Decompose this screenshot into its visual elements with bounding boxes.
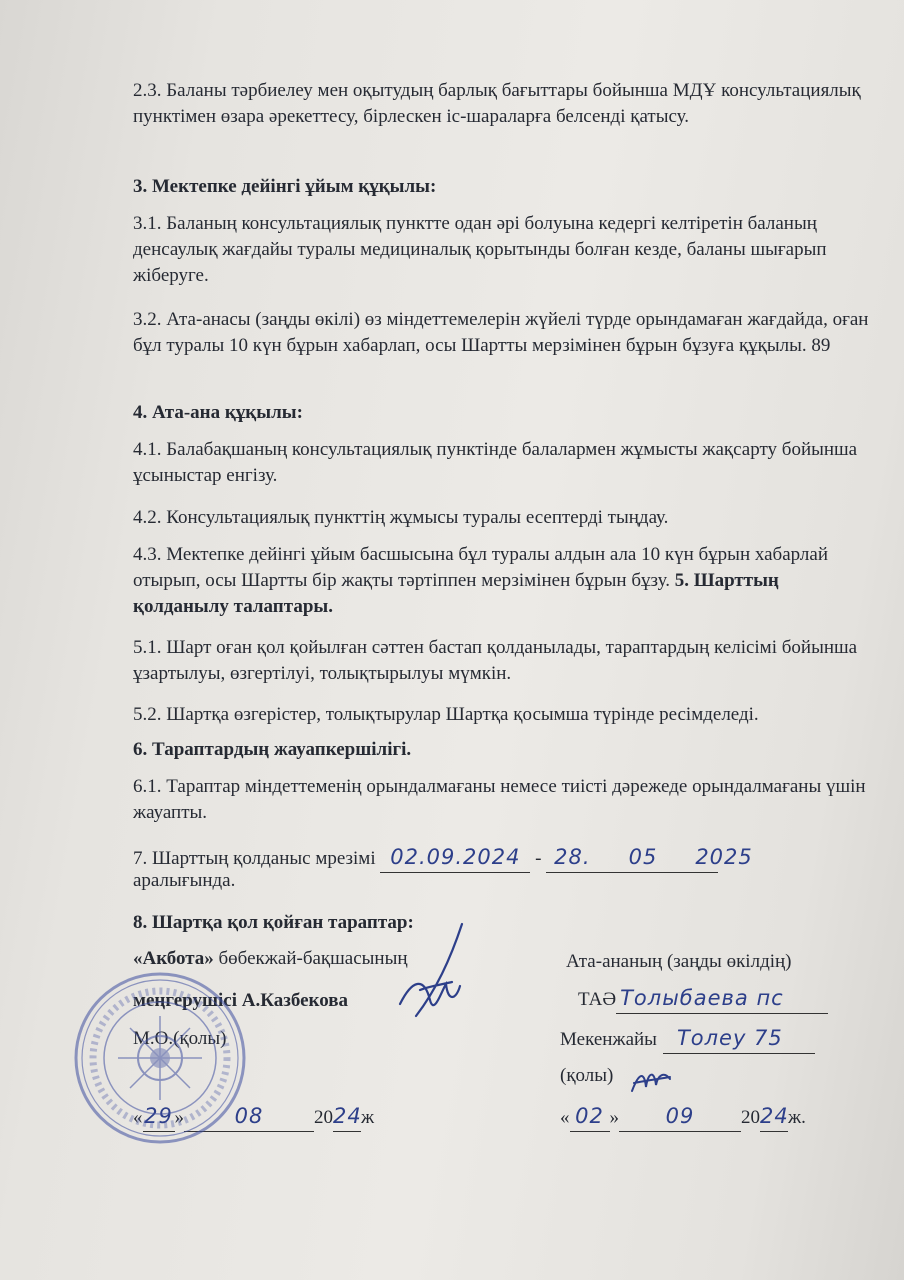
year-prefix: 20: [741, 1107, 760, 1128]
org-name: «Акбота»: [133, 948, 214, 969]
heading-section-6: 6. Тараптардың жауапкершілігі.: [133, 739, 412, 760]
clause-4-1: 4.1. Балабақшаның консультациялық пунктінде балалармен жұмысты жақсарту бойынша ұсыныстар енгізу.: [133, 439, 858, 486]
clause-4-2: 4.2. Консультациялық пункттің жұмысы туралы есептерді тыңдау.: [133, 507, 669, 528]
right-day-handwritten: 02: [575, 1104, 604, 1128]
right-year-field: [760, 1103, 788, 1132]
term-end-month: 05: [628, 845, 658, 869]
parent-address-field: [663, 1025, 815, 1054]
quote-close: »: [174, 1107, 184, 1128]
term-end-day: 28.: [554, 845, 591, 869]
left-party-org: [133, 946, 408, 972]
left-day-handwritten: 29: [144, 1104, 173, 1128]
org-type: бөбекжай-бақшасының: [213, 948, 408, 969]
parent-address-handwritten: Толеу 75: [676, 1026, 783, 1050]
clause-6-1: 6.1. Тараптар міндеттеменің орындалмағаны немесе тиісті дәрежеде орындалмағаны үшін жауапты.: [133, 776, 866, 823]
heading-section-8: 8. Шартқа қол қойған тараптар:: [133, 912, 414, 933]
left-party-head: меңгерушісі А.Казбекова: [133, 990, 349, 1011]
left-year-field: [333, 1103, 361, 1132]
clause-3-1: 3.1. Баланың консультациялық пунктте одан әрі болуына кедергі келтіретін баланың денсаулық жағдайы туралы медициналық қорытынды болған кезде, баланы шығарып жіберуге.: [133, 213, 827, 286]
heading-section-5: 5. Шарттың қолданылу талаптары.: [133, 570, 779, 617]
left-party-seal-label: М.О.(қолы): [133, 1028, 227, 1049]
clause-7-label: 7. Шарттың қолданыс мрезімі: [133, 848, 376, 869]
clause-4-3: [133, 542, 873, 620]
heading-section-4: 4. Ата-ана құқылы:: [133, 402, 303, 423]
clause-7-end: аралығында.: [133, 870, 236, 891]
parent-name-field: [616, 985, 828, 1014]
clause-2-3: 2.3. Баланы тәрбиелеу мен оқытудың барлық бағыттары бойынша МДҰ консультациялық пунктімен өзара әрекеттесу, бірлескен іс-шараларға белсенді қатысу.: [133, 80, 861, 127]
right-day-field: [570, 1103, 610, 1132]
term-end-field: [546, 844, 753, 873]
left-month-handwritten: 08: [234, 1104, 264, 1128]
clause-5-1: 5.1. Шарт оған қол қойылған сәттен бастап қолданылады, тараптардың келісімі бойынша ұзартылуы, өзгертілуі, толықтырылуы мүмкін.: [133, 637, 858, 684]
term-end-year: 2025: [695, 845, 753, 869]
right-party-title: Ата-ананың (заңды өкілдің): [566, 951, 792, 972]
clause-4-3-text: 4.3. Мектепке дейінгі ұйым басшысына бұл туралы алдын ала 10 күн бұрын хабарлай отырып, осы Шартты бір жақты тәртіппен мерзімінен бұрын бұзу.: [133, 544, 828, 591]
clause-5-2: 5.2. Шартқа өзгерістер, толықтырулар Шартқа қосымша түрінде ресімделеді.: [133, 704, 759, 725]
term-start-handwritten: 02.09.2024: [390, 845, 521, 869]
quote-open: «: [560, 1107, 570, 1128]
parent-signature-icon: [628, 1065, 674, 1097]
right-party-name-line: [578, 985, 828, 1014]
year-suffix: ж: [361, 1107, 375, 1128]
address-label: Мекенжайы: [560, 1029, 657, 1050]
quote-close: »: [609, 1107, 619, 1128]
head-signature-icon: [390, 920, 470, 1030]
parent-name-handwritten: Толыбаева пс: [620, 986, 784, 1010]
name-label: ТАӘ: [578, 989, 617, 1010]
right-year-handwritten: 24: [760, 1104, 789, 1128]
year-prefix: 20: [314, 1107, 333, 1128]
right-party-sign-label: (қолы): [560, 1065, 614, 1086]
right-month-field: [619, 1103, 741, 1132]
right-party-date: [560, 1103, 806, 1132]
heading-section-3: 3. Мектепке дейінгі ұйым құқылы:: [133, 176, 437, 197]
clause-3-2: 3.2. Ата-анасы (заңды өкілі) өз міндеттемелерін жүйелі түрде орындамаған жағдайда, оған бұл туралы 10 күн бұрын хабарлап, осы Шартты мерзімінен бұрын бұзуға құқылы. 89: [133, 309, 869, 356]
right-month-handwritten: 09: [665, 1104, 695, 1128]
quote-open: «: [133, 1107, 143, 1128]
term-start-field: [380, 844, 530, 873]
official-seal-icon: [72, 970, 248, 1146]
left-year-handwritten: 24: [333, 1104, 362, 1128]
term-dash: -: [535, 848, 542, 869]
right-party-address-line: [560, 1025, 815, 1054]
year-suffix: ж.: [788, 1107, 806, 1128]
